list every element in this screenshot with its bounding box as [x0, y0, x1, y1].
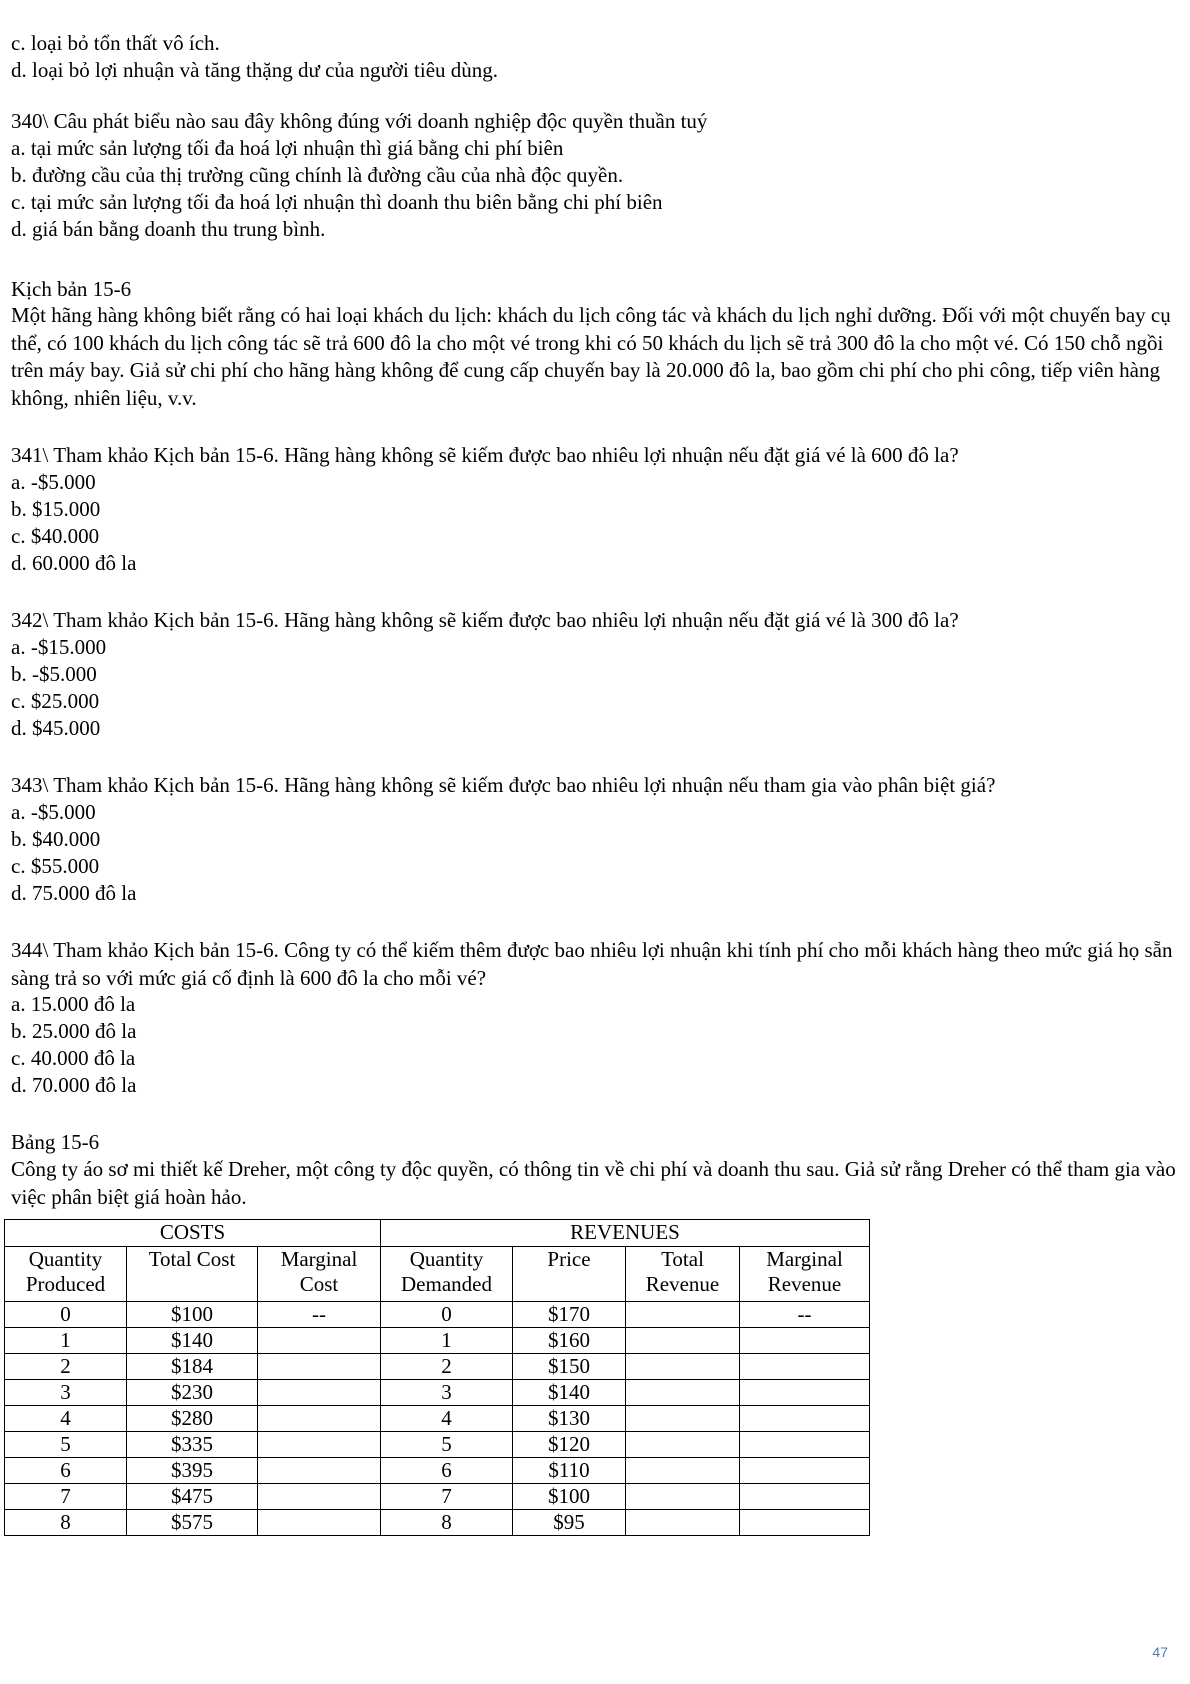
table-cell: 8: [5, 1510, 127, 1536]
q341-option-a: a. -$5.000: [11, 470, 96, 494]
table-cell: 1: [5, 1328, 127, 1354]
question-341: 341\ Tham khảo Kịch bản 15-6. Hãng hàng không sẽ kiếm được bao nhiêu lợi nhuận nếu đặt giá vé là 600 đô la?: [11, 443, 959, 467]
column-header-line: Price: [547, 1247, 591, 1271]
table-cell: --: [740, 1302, 870, 1328]
column-header-line: Total: [661, 1247, 704, 1271]
table-cell: $230: [127, 1380, 258, 1406]
table-cell: $475: [127, 1484, 258, 1510]
table-row: [5, 1484, 870, 1510]
q340-option-b: b. đường cầu của thị trường cũng chính là đường cầu của nhà độc quyền.: [11, 163, 624, 187]
table-cell: $120: [513, 1432, 626, 1458]
table-cell: [258, 1406, 381, 1432]
table-cell: [258, 1510, 381, 1536]
column-header-line: Revenue: [645, 1272, 720, 1296]
table-cell: 3: [5, 1380, 127, 1406]
table-cell: [740, 1458, 870, 1484]
column-header: [740, 1247, 870, 1302]
table-cell: $140: [127, 1328, 258, 1354]
q342-option-b: b. -$5.000: [11, 662, 97, 686]
column-header: [626, 1247, 740, 1302]
q343-option-c: c. $55.000: [11, 854, 100, 878]
q344-option-a: a. 15.000 đô la: [11, 992, 136, 1016]
table-cell: --: [258, 1302, 381, 1328]
table-cell: [258, 1354, 381, 1380]
q343-option-a: a. -$5.000: [11, 800, 96, 824]
table-cell: 8: [381, 1510, 513, 1536]
option-c: c. loại bỏ tổn thất vô ích.: [11, 31, 220, 55]
table-cell: 0: [381, 1302, 513, 1328]
scenario-text: Một hãng hàng không biết rằng có hai loại khách du lịch: khách du lịch công tác và khách du lịch nghỉ dưỡng. Đối với một chuyến bay cụ thể, có 100 khách du lịch công tác sẽ trả 600 đô la cho một vé trong khi có 50 khách du lịch sẽ trả 300 đô la cho một vé. Có 150 chỗ ngồi trên máy bay. Giả sử chi phí cho hãng hàng không để cung cấp chuyến bay là 20.000 đô la, bao gồm chi phí cho phi công, tiếp viên hàng không, nhiên liệu, v.v.: [11, 303, 1171, 410]
table-cell: 5: [381, 1432, 513, 1458]
q343-option-d: d. 75.000 đô la: [11, 881, 137, 905]
q342-option-a: a. -$15.000: [11, 635, 107, 659]
table-cell: [740, 1380, 870, 1406]
column-header-line: Marginal: [280, 1247, 358, 1271]
table-cell: [258, 1380, 381, 1406]
q341-option-b: b. $15.000: [11, 497, 101, 521]
table-cell: $335: [127, 1432, 258, 1458]
table-cell: [626, 1458, 740, 1484]
table-cell: $575: [127, 1510, 258, 1536]
column-header: [258, 1247, 381, 1302]
table-cell: [740, 1510, 870, 1536]
q340-option-c: c. tại mức sản lượng tối đa hoá lợi nhuận thì doanh thu biên bằng chi phí biên: [11, 190, 663, 214]
q341-option-c: c. $40.000: [11, 524, 100, 548]
q344-option-b: b. 25.000 đô la: [11, 1019, 137, 1043]
q342-option-d: d. $45.000: [11, 716, 101, 740]
column-header-line: Total Cost: [148, 1247, 236, 1271]
table-cell: [626, 1380, 740, 1406]
table-cell: $100: [127, 1302, 258, 1328]
column-header: [381, 1247, 513, 1302]
table-cell: $160: [513, 1328, 626, 1354]
table-cell: [626, 1302, 740, 1328]
table-cell: 2: [5, 1354, 127, 1380]
table-cell: [740, 1328, 870, 1354]
costs-group-header: COSTS: [5, 1220, 381, 1247]
q340-option-a: a. tại mức sản lượng tối đa hoá lợi nhuận thì giá bằng chi phí biên: [11, 136, 564, 160]
table-cell: $184: [127, 1354, 258, 1380]
q342-option-c: c. $25.000: [11, 689, 100, 713]
table-cell: [258, 1432, 381, 1458]
q344-option-d: d. 70.000 đô la: [11, 1073, 137, 1097]
table-description: Công ty áo sơ mi thiết kế Dreher, một công ty độc quyền, có thông tin về chi phí và doanh thu sau. Giả sử rằng Dreher có thể tham gia vào việc phân biệt giá hoàn hảo.: [11, 1157, 1176, 1209]
table-cell: [740, 1406, 870, 1432]
table-cell: 0: [5, 1302, 127, 1328]
column-header: [127, 1247, 258, 1302]
table-cell: 2: [381, 1354, 513, 1380]
table-row: [5, 1328, 870, 1354]
table-row: [5, 1510, 870, 1536]
table-cell: $395: [127, 1458, 258, 1484]
table-cell: $130: [513, 1406, 626, 1432]
table-cell: [626, 1484, 740, 1510]
question-344: 344\ Tham khảo Kịch bản 15-6. Công ty có thể kiếm thêm được bao nhiêu lợi nhuận khi tính phí cho mỗi khách hàng theo mức giá họ sẵn sàng trả so với mức giá cố định là 600 đô la cho mỗi vé?: [11, 938, 1173, 990]
column-headers: [5, 1247, 870, 1302]
table-cell: [740, 1484, 870, 1510]
table-title: Bảng 15-6: [11, 1130, 100, 1154]
question-340: 340\ Câu phát biểu nào sau đây không đúng với doanh nghiệp độc quyền thuần tuý: [11, 109, 708, 133]
table-cell: 6: [381, 1458, 513, 1484]
column-header-line: Cost: [299, 1272, 339, 1296]
column-header-line: Marginal: [766, 1247, 843, 1271]
table-cell: $140: [513, 1380, 626, 1406]
table-cell: $110: [513, 1458, 626, 1484]
table-row: [5, 1380, 870, 1406]
table-cell: 3: [381, 1380, 513, 1406]
column-header-line: Produced: [25, 1272, 106, 1296]
q340-option-d: d. giá bán bằng doanh thu trung bình.: [11, 217, 326, 241]
table-row: [5, 1302, 870, 1328]
table-row: [5, 1458, 870, 1484]
table-cell: [740, 1354, 870, 1380]
page-number: 47: [1152, 1644, 1168, 1660]
question-343: 343\ Tham khảo Kịch bản 15-6. Hãng hàng không sẽ kiếm được bao nhiêu lợi nhuận nếu tham gia vào phân biệt giá?: [11, 773, 996, 797]
table-row: [5, 1432, 870, 1458]
q343-option-b: b. $40.000: [11, 827, 101, 851]
table-cell: $170: [513, 1302, 626, 1328]
table-cell: [258, 1484, 381, 1510]
cost-revenue-table: [4, 1219, 870, 1536]
table-cell: 6: [5, 1458, 127, 1484]
table-cell: $150: [513, 1354, 626, 1380]
table-cell: [626, 1354, 740, 1380]
column-header-line: Quantity: [28, 1247, 103, 1271]
table-cell: 4: [5, 1406, 127, 1432]
table-cell: $100: [513, 1484, 626, 1510]
table-cell: [626, 1328, 740, 1354]
table-cell: [626, 1432, 740, 1458]
question-342: 342\ Tham khảo Kịch bản 15-6. Hãng hàng không sẽ kiếm được bao nhiêu lợi nhuận nếu đặt giá vé là 300 đô la?: [11, 608, 959, 632]
column-header: [513, 1247, 626, 1302]
scenario-title: Kịch bản 15-6: [11, 277, 132, 301]
table-row: [5, 1406, 870, 1432]
q341-option-d: d. 60.000 đô la: [11, 551, 137, 575]
revenues-group-header: REVENUES: [381, 1220, 870, 1247]
table-cell: $95: [513, 1510, 626, 1536]
column-header-line: Quantity: [409, 1247, 484, 1271]
column-header-line: Demanded: [401, 1272, 492, 1296]
q344-option-c: c. 40.000 đô la: [11, 1046, 136, 1070]
table-row: [5, 1354, 870, 1380]
table-cell: 7: [381, 1484, 513, 1510]
table-cell: 5: [5, 1432, 127, 1458]
table-cell: 4: [381, 1406, 513, 1432]
table-cell: [258, 1458, 381, 1484]
column-header: [5, 1247, 127, 1302]
table-cell: [258, 1328, 381, 1354]
table-cell: [740, 1432, 870, 1458]
column-header-line: Revenue: [767, 1272, 842, 1296]
table-cell: [626, 1510, 740, 1536]
table-cell: 7: [5, 1484, 127, 1510]
table-cell: 1: [381, 1328, 513, 1354]
option-d: d. loại bỏ lợi nhuận và tăng thặng dư của người tiêu dùng.: [11, 58, 499, 82]
table-cell: [626, 1406, 740, 1432]
table-cell: $280: [127, 1406, 258, 1432]
